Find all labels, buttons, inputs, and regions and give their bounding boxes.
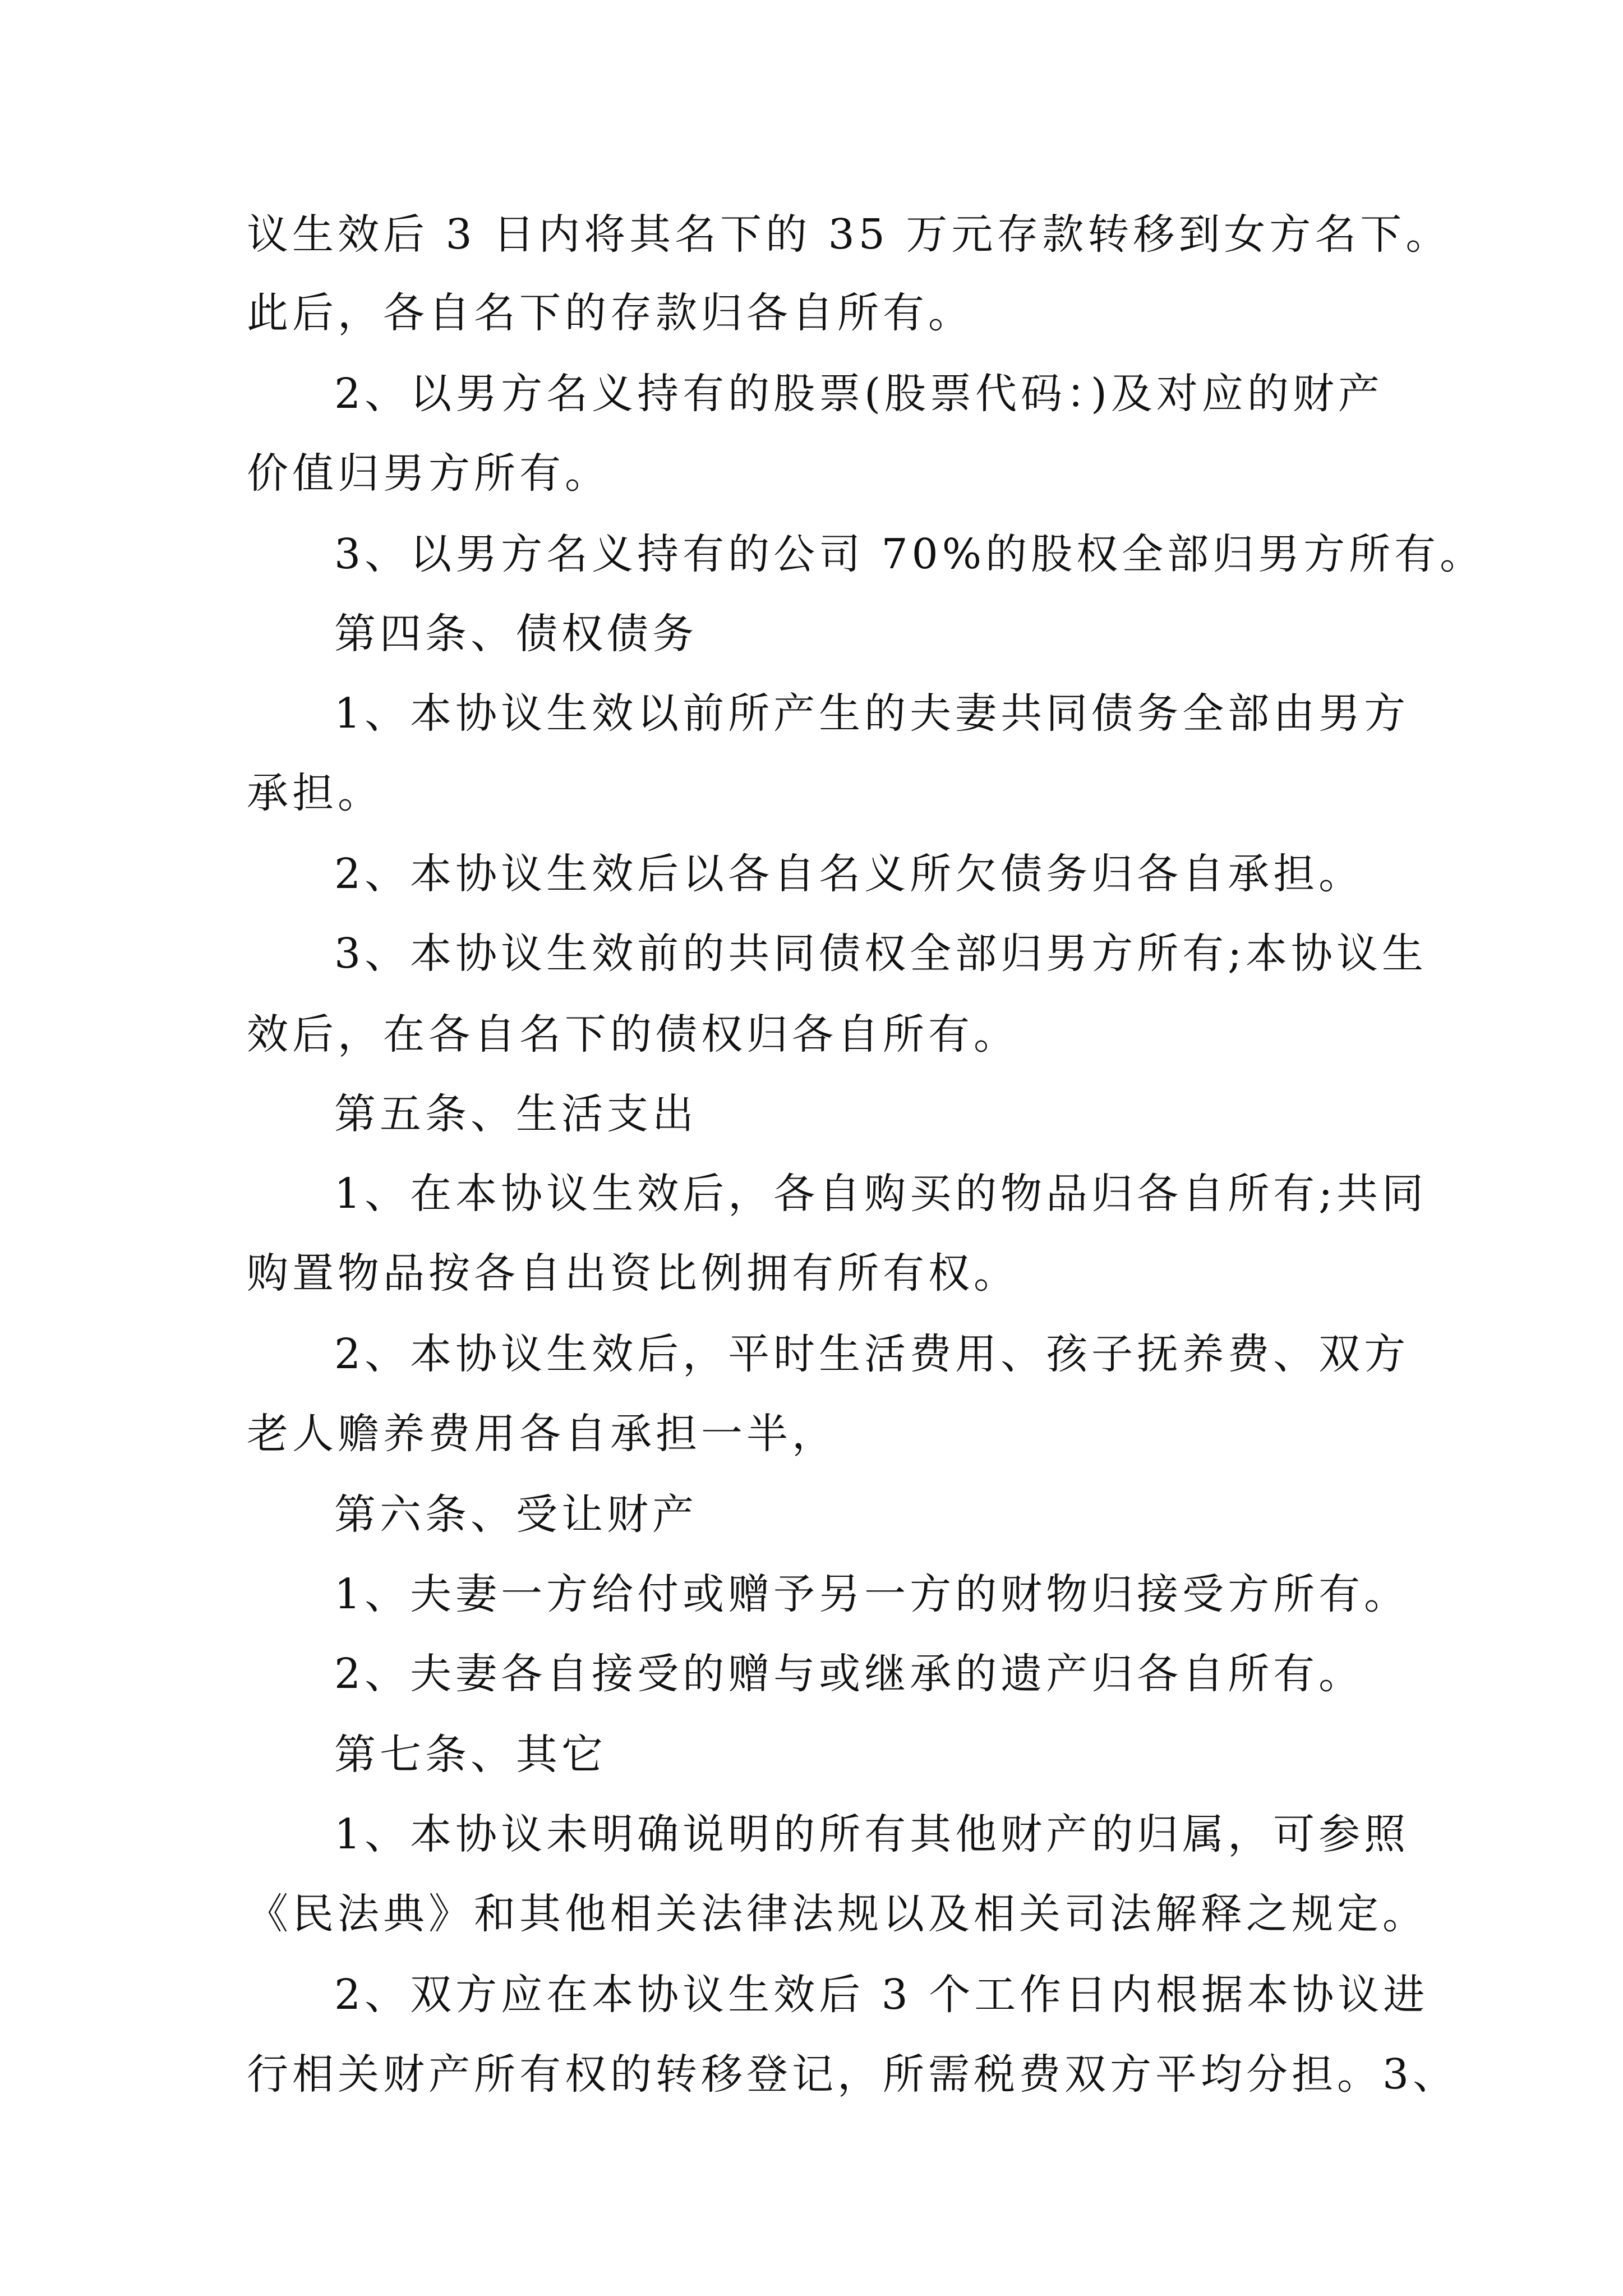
text-line: 此后，各自名下的存款归各自所有。: [247, 289, 974, 337]
section-heading: 第七条、其它: [334, 1731, 607, 1779]
text-line: 1、在本协议生效后，各自购买的物品归各自所有;共同: [334, 1170, 1428, 1218]
text-line: 购置物品按各自出资比例拥有所有权。: [247, 1249, 1019, 1297]
text-line: 2、本协议生效后，平时生活费用、孩子抚养费、双方: [334, 1330, 1410, 1378]
text-line: 2、以男方名义持有的股票(股票代码：)及对应的财产: [334, 370, 1384, 418]
text-line: 承担。: [247, 769, 383, 817]
text-line: 价值归男方所有。: [247, 449, 610, 498]
text-line: 行相关财产所有权的转移登记，所需税费双方平均分担。3、: [247, 2050, 1459, 2099]
text-line: 2、夫妻各自接受的赠与或继承的遗产归各自所有。: [334, 1650, 1364, 1698]
text-line: 《民法典》和其他相关法律法规以及相关司法解释之规定。: [247, 1890, 1428, 1938]
text-line: 1、本协议未明确说明的所有其他财产的归属，可参照: [334, 1810, 1410, 1858]
text-line: 2、本协议生效后以各自名义所欠债务归各自承担。: [334, 850, 1364, 898]
text-line: 1、本协议生效以前所产生的夫妻共同债务全部由男方: [334, 689, 1410, 738]
text-line: 议生效后 3 日内将其名下的 35 万元存款转移到女方名下。: [247, 210, 1451, 259]
section-heading: 第四条、债权债务: [334, 610, 698, 658]
text-line: 1、夫妻一方给付或赠予另一方的财物归接受方所有。: [334, 1570, 1410, 1618]
text-line: 2、双方应在本协议生效后 3 个工作日内根据本协议进: [334, 1971, 1429, 2019]
section-heading: 第六条、受让财产: [334, 1490, 698, 1539]
text-line: 效后，在各自名下的债权归各自所有。: [247, 1010, 1019, 1059]
section-heading: 第五条、生活支出: [334, 1090, 698, 1138]
text-line: 老人赡养费用各自承担一半，: [247, 1410, 837, 1458]
text-line: 3、本协议生效前的共同债权全部归男方所有;本协议生: [334, 930, 1428, 978]
text-line: 3、以男方名义持有的公司 70%的股权全部归男方所有。: [334, 530, 1486, 578]
